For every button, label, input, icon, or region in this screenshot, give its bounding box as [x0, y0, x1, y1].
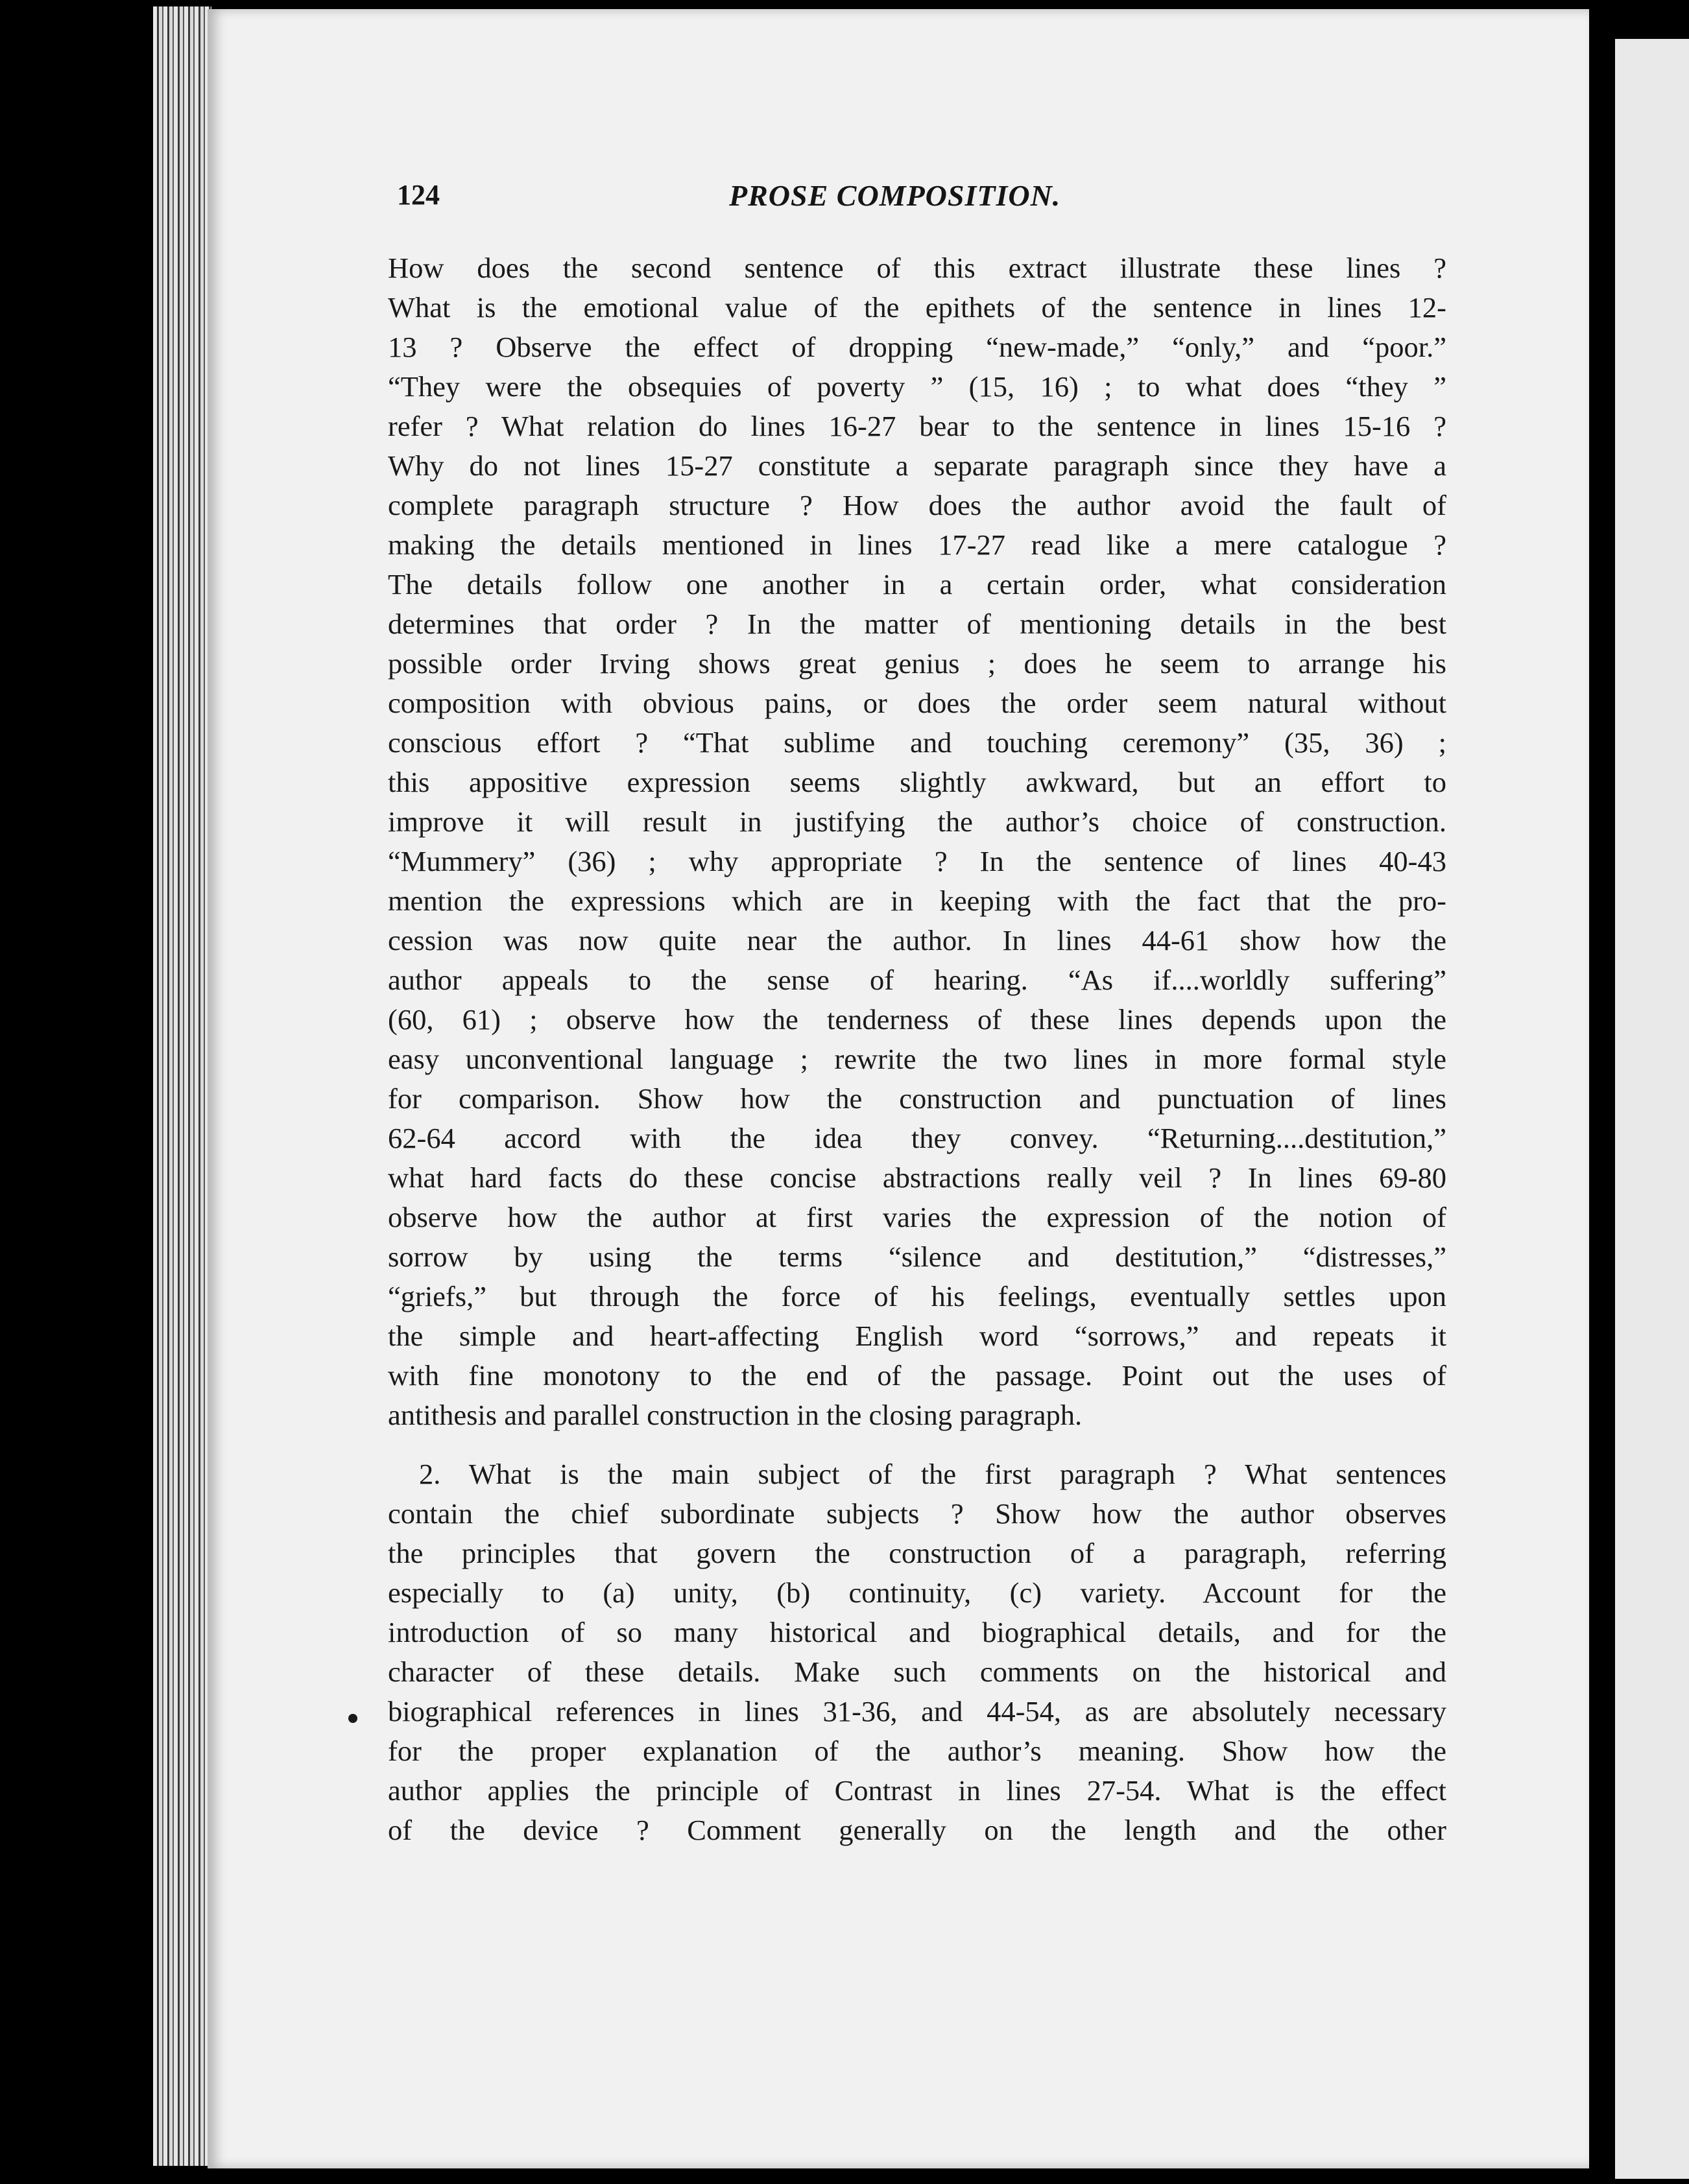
text-line: the principles that govern the construction of a paragraph, referring	[388, 1537, 1446, 1569]
text-line: making the details mentioned in lines 17-27 read like a mere catalogue ?	[388, 528, 1446, 561]
text-line: (60, 61) ; observe how the tenderness of these lines depends upon the	[388, 1003, 1446, 1036]
text-line: determines that order ? In the matter of mentioning details in the best	[388, 608, 1446, 640]
page-number: 124	[397, 179, 440, 211]
text-line: refer ? What relation do lines 16-27 bear to the sentence in lines 15-16 ?	[388, 410, 1446, 442]
text-line: The details follow one another in a certain order, what consideration	[388, 568, 1446, 600]
text-line: improve it will result in justifying the author’s choice of construction.	[388, 805, 1446, 838]
text-line: this appositive expression seems slightly awkward, but an effort to	[388, 766, 1446, 798]
text-line: observe how the author at first varies the expression of the notion of	[388, 1201, 1446, 1233]
text-line: author appeals to the sense of hearing. “As if....worldly suffering”	[388, 964, 1446, 996]
text-line: with fine monotony to the end of the passage. Point out the uses of	[388, 1359, 1446, 1392]
text-line: especially to (a) unity, (b) continuity, (c) variety. Account for the	[388, 1576, 1446, 1609]
text-line: complete paragraph structure ? How does the author avoid the fault of	[388, 489, 1446, 521]
text-line: mention the expressions which are in keeping with the fact that the pro-	[388, 884, 1446, 917]
text-line: 2. What is the main subject of the first paragraph ? What sentences	[419, 1458, 1446, 1490]
paragraph-1	[388, 248, 1446, 1435]
text-line: easy unconventional language ; rewrite the two lines in more formal style	[388, 1043, 1446, 1075]
text-line: of the device ? Comment generally on the length and the other	[388, 1814, 1446, 1846]
text-line: author applies the principle of Contrast in lines 27-54. What is the effect	[388, 1774, 1446, 1807]
page-body	[388, 248, 1446, 1850]
text-line: what hard facts do these concise abstractions really veil ? In lines 69-80	[388, 1161, 1446, 1194]
text-line: the simple and heart-affecting English word “sorrows,” and repeats it	[388, 1320, 1446, 1352]
text-line: “Mummery” (36) ; why appropriate ? In the sentence of lines 40-43	[388, 845, 1446, 877]
text-line: cession was now quite near the author. In lines 44-61 show how the	[388, 924, 1446, 956]
facing-page-edge	[1615, 39, 1689, 2179]
text-line: introduction of so many historical and biographical details, and for the	[388, 1616, 1446, 1648]
text-line: composition with obvious pains, or does the order seem natural without	[388, 687, 1446, 719]
text-line: biographical references in lines 31-36, and 44-54, as are absolutely necessary	[388, 1695, 1446, 1727]
text-line: Why do not lines 15-27 constitute a separate paragraph since they have a	[388, 449, 1446, 482]
text-line: “They were the obsequies of poverty ” (15, 16) ; to what does “they ”	[388, 370, 1446, 403]
text-line: contain the chief subordinate subjects ? Show how the author observes	[388, 1497, 1446, 1530]
margin-dot-mark	[348, 1714, 357, 1723]
text-line: “griefs,” but through the force of his feelings, eventually settles upon	[388, 1280, 1446, 1312]
text-line: How does the second sentence of this extract illustrate these lines ?	[388, 252, 1446, 284]
text-line: conscious effort ? “That sublime and touching ceremony” (35, 36) ;	[388, 726, 1446, 759]
text-line: character of these details. Make such comments on the historical and	[388, 1656, 1446, 1688]
page-header	[397, 178, 1123, 224]
text-line: 62-64 accord with the idea they convey. “Returning....destitution,”	[388, 1122, 1446, 1154]
text-line: for comparison. Show how the construction and punctuation of lines	[388, 1082, 1446, 1115]
right-gutter	[1590, 9, 1615, 2184]
text-line: for the proper explanation of the author’s meaning. Show how the	[388, 1735, 1446, 1767]
text-line: 13 ? Observe the effect of dropping “new-made,” “only,” and “poor.”	[388, 331, 1446, 363]
text-line: sorrow by using the terms “silence and destitution,” “distresses,”	[388, 1240, 1446, 1273]
text-line: antithesis and parallel construction in the closing paragraph.	[388, 1399, 1083, 1431]
text-line: possible order Irving shows great genius ; does he seem to arrange his	[388, 647, 1446, 680]
book-page-edges	[153, 6, 211, 2166]
text-line: What is the emotional value of the epithets of the sentence in lines 12-	[388, 291, 1446, 324]
paragraph-2	[388, 1454, 1446, 1850]
running-head: PROSE COMPOSITION.	[729, 179, 1061, 212]
